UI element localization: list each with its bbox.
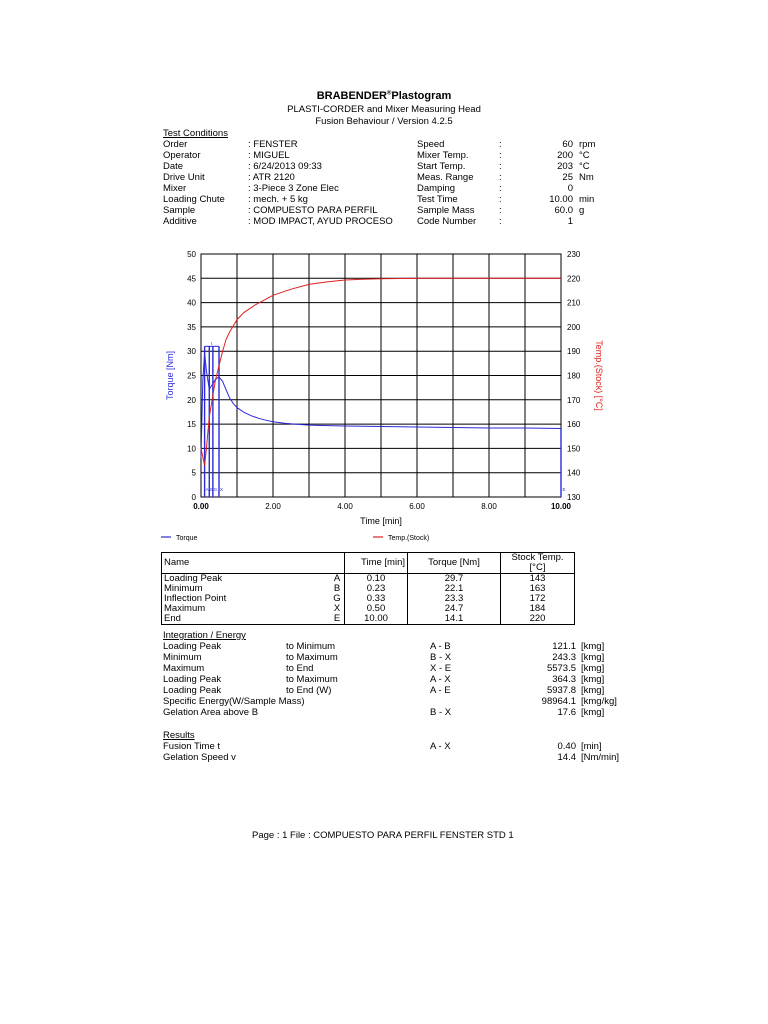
condition-label: Additive: [163, 216, 197, 227]
setting-value: 1: [567, 216, 573, 227]
report-subtitle: PLASTI-CORDER and Mixer Measuring Head: [287, 104, 481, 115]
point-torque: 22.1: [408, 584, 501, 594]
point-name: Minimum: [164, 583, 203, 594]
integration-value: 17.6: [557, 707, 576, 718]
y-tick-right: 150: [567, 444, 581, 454]
setting-unit: rpm: [579, 139, 596, 150]
chart-grid: [201, 254, 561, 497]
chart-axes: [165, 250, 604, 526]
x-axis-title: Time [min]: [360, 516, 402, 526]
y-tick-right: 130: [567, 493, 581, 502]
setting-value: 0: [567, 183, 573, 194]
x-tick: 0.00: [193, 502, 209, 511]
y-tick-left: 10: [187, 444, 196, 454]
condition-label: Order: [163, 139, 188, 150]
condition-value: : 3-Piece 3 Zone Elec: [248, 183, 339, 194]
report-version: Fusion Behaviour / Version 4.2.5: [315, 116, 453, 127]
integration-code: B - X: [430, 652, 452, 663]
result-unit: [min]: [581, 741, 602, 752]
result-row: [0, 752, 768, 763]
setting-value: 60.0: [554, 205, 573, 216]
integration-row: [0, 641, 768, 652]
integration-from: Loading Peak: [163, 685, 222, 696]
setting-value: 200: [557, 150, 573, 161]
condition-value: : 6/24/2013 09:33: [248, 161, 322, 172]
integration-from: Specific Energy(W/Sample Mass): [163, 696, 305, 707]
integration-unit: [kmg]: [581, 707, 605, 718]
point-temp: 220: [501, 614, 575, 625]
y-tick-left: 5: [191, 468, 196, 478]
result-label: Gelation Speed v: [163, 752, 236, 763]
point-name: Maximum: [164, 603, 206, 614]
condition-value: : FENSTER: [248, 139, 298, 150]
condition-value: : COMPUESTO PARA PERFIL: [248, 205, 378, 216]
brand-name: BRABENDER: [316, 90, 387, 102]
condition-value: : ATR 2120: [248, 172, 295, 183]
results-table: [161, 552, 575, 625]
setting-label: Mixer Temp.: [417, 150, 469, 161]
integration-from: Gelation Area above B: [163, 707, 259, 718]
point-time: 0.10: [345, 574, 408, 585]
setting-value: 60: [562, 139, 573, 150]
integration-to: to End: [286, 663, 314, 674]
integration-heading: Integration / Energy: [163, 630, 246, 641]
integration-code: A - E: [430, 685, 451, 696]
point-temp: 172: [501, 594, 575, 604]
setting-unit: °C: [579, 150, 590, 161]
y-axis-title-right: Temp.(Stock) [°C]: [594, 340, 604, 411]
point-temp: 163: [501, 584, 575, 594]
integration-row: [0, 652, 768, 663]
integration-to: to Minimum: [286, 641, 336, 652]
y-tick-right: 190: [567, 347, 581, 357]
results-heading: Results: [163, 730, 195, 741]
result-value: 14.4: [557, 752, 576, 763]
y-tick-left: 50: [187, 250, 196, 259]
point-torque: 14.1: [408, 614, 501, 625]
result-label: Fusion Time t: [163, 741, 221, 752]
condition-value: : MOD IMPACT, AYUD PROCESO: [248, 216, 393, 227]
x-tick: 10.00: [550, 502, 572, 511]
integration-to: to Maximum: [286, 652, 338, 663]
registered-mark: ®: [386, 90, 392, 97]
point-time: 0.50: [345, 604, 408, 614]
results-table-row: [162, 614, 575, 625]
y-tick-right: 210: [567, 298, 581, 308]
y-tick-right: 160: [567, 420, 581, 430]
integration-row: [0, 663, 768, 674]
integration-code: A - X: [430, 674, 451, 685]
integration-row: [0, 696, 768, 707]
integration-unit: [kmg]: [581, 674, 605, 685]
integration-code: B - X: [430, 707, 452, 718]
x-tick: 4.00: [337, 502, 353, 511]
integration-code: A - B: [430, 641, 451, 652]
header-name: Name: [162, 553, 333, 574]
y-tick-left: 45: [187, 274, 196, 284]
y-tick-left: 15: [187, 420, 196, 430]
integration-value: 364.3: [552, 674, 576, 685]
setting-separator: :: [499, 139, 502, 150]
setting-label: Code Number: [417, 216, 477, 227]
results-table-header: [162, 553, 575, 574]
point-code: G: [333, 593, 341, 604]
y-axis-title-left: Torque [Nm]: [165, 350, 175, 401]
condition-label: Operator: [163, 150, 201, 161]
header-time: Time [min]: [345, 553, 408, 574]
setting-separator: :: [499, 205, 502, 216]
point-name: End: [164, 613, 181, 624]
gelation-label: t: [211, 340, 213, 346]
y-tick-right: 170: [567, 395, 581, 405]
header-stock-temp: Stock Temp. [°C]: [501, 553, 575, 574]
test-conditions-heading: Test Conditions: [163, 128, 228, 139]
setting-separator: :: [499, 150, 502, 161]
integration-value: 121.1: [552, 641, 576, 652]
integration-unit: [kmg]: [581, 685, 605, 696]
y-tick-left: 30: [187, 347, 196, 357]
setting-label: Damping: [417, 183, 456, 194]
point-torque: 24.7: [408, 604, 501, 614]
setting-separator: :: [499, 194, 502, 205]
setting-separator: :: [499, 161, 502, 172]
integration-code: X - E: [430, 663, 452, 674]
point-torque: 23.3: [408, 594, 501, 604]
setting-label: Meas. Range: [417, 172, 474, 183]
end-marker-label: E: [562, 487, 566, 492]
integration-from: Loading Peak: [163, 674, 222, 685]
x-tick: 6.00: [409, 502, 425, 511]
result-code: A - X: [430, 741, 451, 752]
integration-value: 5573.5: [546, 663, 576, 674]
integration-unit: [kmg]: [581, 641, 605, 652]
integration-value: 243.3: [552, 652, 576, 663]
brand-suffix: Plastogram: [391, 90, 452, 102]
point-code: A: [333, 573, 341, 584]
condition-label: Drive Unit: [163, 172, 205, 183]
integration-from: Loading Peak: [163, 641, 222, 652]
point-name: Inflection Point: [164, 593, 227, 604]
marker-label: A: [205, 487, 209, 492]
condition-label: Mixer: [163, 183, 187, 194]
x-tick: 8.00: [481, 502, 497, 511]
result-value: 0.40: [557, 741, 576, 752]
legend-label: Temp.(Stock): [388, 535, 430, 542]
y-tick-right: 230: [567, 250, 581, 259]
y-tick-right: 220: [567, 274, 581, 284]
point-temp: 143: [501, 574, 575, 585]
result-unit: [Nm/min]: [581, 752, 619, 763]
chart-markers: [205, 341, 566, 497]
setting-unit: min: [579, 194, 595, 205]
point-time: 0.23: [345, 584, 408, 594]
point-temp: 184: [501, 604, 575, 614]
condition-label: Date: [163, 161, 184, 172]
y-tick-left: 40: [187, 298, 196, 308]
setting-value: 203: [557, 161, 573, 172]
integration-unit: [kmg]: [581, 663, 605, 674]
point-torque: 29.7: [408, 574, 501, 585]
point-code: X: [333, 603, 341, 614]
setting-label: Start Temp.: [417, 161, 466, 172]
setting-separator: :: [499, 216, 502, 227]
integration-value: 98964.1: [541, 696, 576, 707]
point-code: B: [333, 583, 341, 594]
integration-to: to Maximum: [286, 674, 338, 685]
point-name: Loading Peak: [164, 573, 223, 584]
header-torque: Torque [Nm]: [408, 553, 501, 574]
setting-separator: :: [499, 172, 502, 183]
point-time: 0.33: [345, 594, 408, 604]
y-tick-right: 140: [567, 468, 581, 478]
marker-label: G: [213, 487, 218, 492]
integration-row: [0, 685, 768, 696]
y-tick-left: 20: [187, 395, 196, 405]
condition-value: : mech. + 5 kg: [248, 194, 308, 205]
setting-value: 10.00: [549, 194, 573, 205]
y-tick-right: 200: [567, 322, 581, 332]
point-code: E: [333, 613, 341, 624]
setting-unit: Nm: [579, 172, 594, 183]
integration-from: Maximum: [163, 663, 205, 674]
integration-value: 5937.8: [546, 685, 576, 696]
y-tick-right: 180: [567, 371, 581, 381]
integration-to: to End (W): [286, 685, 332, 696]
setting-label: Test Time: [417, 194, 458, 205]
point-time: 10.00: [345, 614, 408, 625]
setting-label: Speed: [417, 139, 445, 150]
setting-unit: °C: [579, 161, 590, 172]
setting-separator: :: [499, 183, 502, 194]
setting-value: 25: [562, 172, 573, 183]
y-tick-left: 25: [187, 371, 196, 381]
marker-label: B: [210, 487, 214, 492]
marker-label: X: [219, 487, 224, 492]
header-code: [332, 553, 345, 574]
page-footer: Page : 1 File : COMPUESTO PARA PERFIL FENSTER STD 1: [252, 830, 514, 841]
condition-value: : MIGUEL: [248, 150, 290, 161]
setting-unit: g: [579, 205, 585, 216]
integration-unit: [kmg]: [581, 652, 605, 663]
setting-label: Sample Mass: [417, 205, 475, 216]
result-row: [0, 741, 768, 752]
legend-label: Torque: [176, 535, 198, 542]
chart-legend: [161, 535, 429, 542]
integration-unit: [kmg/kg]: [581, 696, 617, 707]
x-tick: 2.00: [265, 502, 281, 511]
y-tick-left: 35: [187, 322, 196, 332]
y-tick-left: 0: [191, 493, 196, 502]
integration-row: [0, 674, 768, 685]
condition-label: Loading Chute: [163, 194, 225, 205]
integration-row: [0, 707, 768, 718]
condition-label: Sample: [163, 205, 196, 216]
integration-from: Minimum: [163, 652, 202, 663]
